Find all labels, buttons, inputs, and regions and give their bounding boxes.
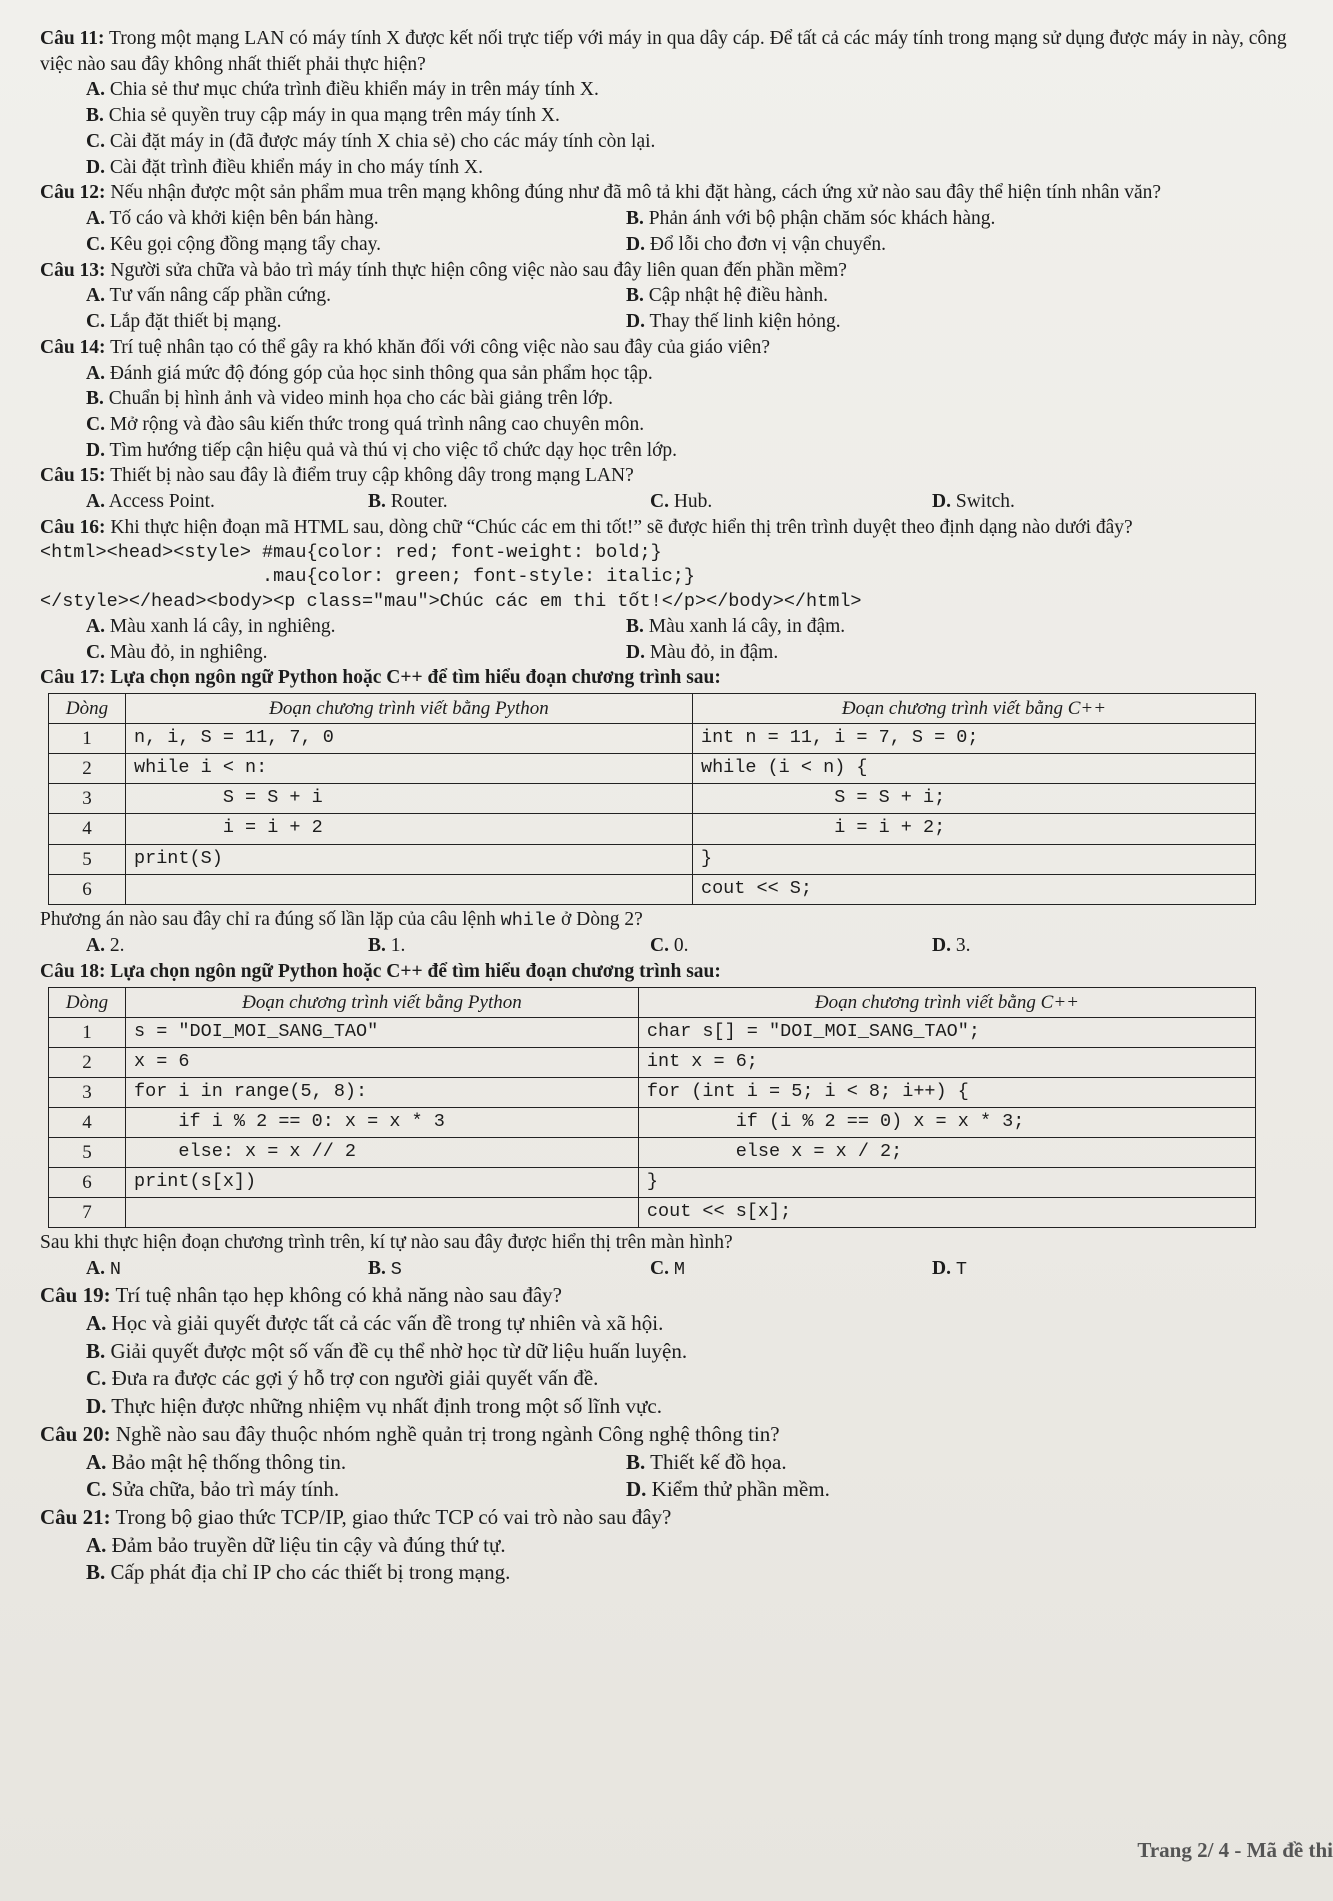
option-a: A. Tố cáo và khởi kiện bên bán hàng. <box>86 208 379 230</box>
table-header: Dòng <box>49 694 126 724</box>
question-text: Trí tuệ nhân tạo hẹp không có khả năng nào sau đây? <box>115 1283 563 1308</box>
option-a: A. 2. <box>86 935 125 957</box>
question-text: Lựa chọn ngôn ngữ Python hoặc C++ để tìm hiểu đoạn chương trình sau: <box>110 960 721 982</box>
option-c: C. M <box>650 1257 685 1280</box>
option-b: B. Chuẩn bị hình ảnh và video minh họa cho các bài giảng trên lớp. <box>86 388 613 410</box>
table-row: 4 i = i + 2 i = i + 2; <box>49 814 1256 844</box>
question-followup: Sau khi thực hiện đoạn chương trình trên, kí tự nào sau đây được hiển thị trên màn hình? <box>40 1232 733 1254</box>
code-table <box>48 693 1256 905</box>
table-row: 7 cout << s[x]; <box>49 1198 1256 1228</box>
question-text: Nghề nào sau đây thuộc nhóm nghề quản trị trong ngành Công nghệ thông tin? <box>115 1421 780 1446</box>
table-row: 1 n, i, S = 11, 7, 0 int n = 11, i = 7, S = 0; <box>49 724 1256 754</box>
question-text: Khi thực hiện đoạn mã HTML sau, dòng chữ “Chúc các em thi tốt!” sẽ được hiển thị trên trình duyệt theo định dạng nào dưới đây? <box>110 516 1133 538</box>
question-13 <box>40 258 1293 335</box>
option-b: B. Cấp phát địa chỉ IP cho các thiết bị trong mạng. <box>86 1560 511 1585</box>
question-label: Câu 17: <box>40 667 106 689</box>
question-text: Lựa chọn ngôn ngữ Python hoặc C++ để tìm hiểu đoạn chương trình sau: <box>110 667 721 689</box>
question-label: Câu 11: <box>40 28 105 49</box>
html-code-line: </style></head><body><p class="mau">Chúc các em thi tốt!</p></body></html> <box>40 590 862 612</box>
option-a: A. Tư vấn nâng cấp phần cứng. <box>86 285 331 307</box>
table-row: 3 S = S + i S = S + i; <box>49 784 1256 814</box>
option-c: C. Mở rộng và đào sâu kiến thức trong quá trình nâng cao chuyên môn. <box>86 414 645 436</box>
table-header: Đoạn chương trình viết bằng C++ <box>638 987 1255 1017</box>
option-a: A. N <box>86 1257 121 1280</box>
question-21 <box>40 1504 1293 1587</box>
question-11 <box>40 26 1293 180</box>
table-header: Đoạn chương trình viết bằng Python <box>126 694 693 724</box>
option-a: A. Đảm bảo truyền dữ liệu tin cậy và đúng thứ tự. <box>86 1532 506 1557</box>
option-b: B. Router. <box>368 491 448 513</box>
option-b: B. Phản ánh với bộ phận chăm sóc khách hàng. <box>626 208 996 230</box>
question-12 <box>40 180 1293 257</box>
code-table <box>48 987 1256 1229</box>
table-header: Đoạn chương trình viết bằng Python <box>126 987 639 1017</box>
question-text: Trí tuệ nhân tạo có thể gây ra khó khăn đối với công việc nào sau đây của giáo viên? <box>110 336 771 358</box>
question-text: Trong một mạng LAN có máy tính X được kết nối trực tiếp với máy in qua dây cáp. Để tất cả các máy tính trong mạng sử dụng được máy in này, công việc nào sau đây không nhất thiết phải thực hiện? <box>40 28 1287 75</box>
question-label: Câu 21: <box>40 1505 111 1530</box>
table-row: 3 for i in range(5, 8): for (int i = 5; i < 8; i++) { <box>49 1077 1256 1107</box>
question-18 <box>40 959 1293 1283</box>
question-label: Câu 14: <box>40 336 106 358</box>
option-b: B. 1. <box>368 935 406 957</box>
question-label: Câu 13: <box>40 259 106 281</box>
option-b: B. Cập nhật hệ điều hành. <box>626 285 829 307</box>
option-c: C. Cài đặt máy in (đã được máy tính X chia sẻ) cho các máy tính còn lại. <box>86 130 656 152</box>
question-label: Câu 20: <box>40 1421 111 1446</box>
question-text: Trong bộ giao thức TCP/IP, giao thức TCP có vai trò nào sau đây? <box>115 1505 672 1530</box>
option-a: A. Bảo mật hệ thống thông tin. <box>86 1449 347 1474</box>
option-d: D. Tìm hướng tiếp cận hiệu quả và thú vị cho việc tổ chức dạy học trên lớp. <box>86 439 678 461</box>
option-c: C. Sửa chữa, bảo trì máy tính. <box>86 1477 340 1502</box>
question-16 <box>40 515 1293 665</box>
question-text: Người sửa chữa và bảo trì máy tính thực hiện công việc nào sau đây liên quan đến phần mềm? <box>110 259 847 281</box>
option-d: D. Thực hiện được những nhiệm vụ nhất định trong một số lĩnh vực. <box>86 1394 662 1419</box>
table-header: Đoạn chương trình viết bằng C++ <box>692 694 1255 724</box>
option-d: D. Thay thế linh kiện hỏng. <box>626 311 841 333</box>
option-c: C. Hub. <box>650 491 713 513</box>
question-20 <box>40 1421 1293 1504</box>
question-14 <box>40 335 1293 464</box>
question-15 <box>40 463 1293 514</box>
table-row: 2 while i < n: while (i < n) { <box>49 754 1256 784</box>
option-d: D. T <box>932 1257 967 1280</box>
question-label: Câu 19: <box>40 1283 111 1308</box>
option-b: B. S <box>368 1257 402 1280</box>
option-c: C. Màu đỏ, in nghiêng. <box>86 641 268 663</box>
option-c: C. 0. <box>650 935 689 957</box>
option-a: A. Màu xanh lá cây, in nghiêng. <box>86 615 336 637</box>
option-c: C. Lắp đặt thiết bị mạng. <box>86 311 282 333</box>
html-code-line: <html><head><style> #mau{color: red; font-weight: bold;} <box>40 541 662 563</box>
question-followup: Phương án nào sau đây chỉ ra đúng số lần lặp của câu lệnh while ở Dòng 2? <box>40 908 643 931</box>
option-a: A. Access Point. <box>86 491 215 513</box>
option-b: B. Màu xanh lá cây, in đậm. <box>626 615 846 637</box>
question-label: Câu 12: <box>40 182 106 204</box>
option-d: D. Đổ lỗi cho đơn vị vận chuyển. <box>626 233 886 255</box>
option-d: D. Kiểm thử phần mềm. <box>626 1477 830 1502</box>
table-row: 6 cout << S; <box>49 874 1256 904</box>
option-d: D. Cài đặt trình điều khiển máy in cho máy tính X. <box>86 156 483 178</box>
option-c: C. Kêu gọi cộng đồng mạng tẩy chay. <box>86 233 381 255</box>
option-d: D. Switch. <box>932 491 1015 513</box>
table-row: 5 print(S) } <box>49 844 1256 874</box>
table-row: 2 x = 6 int x = 6; <box>49 1047 1256 1077</box>
table-row: 6 print(s[x]) } <box>49 1168 1256 1198</box>
option-c: C. Đưa ra được các gợi ý hỗ trợ con người giải quyết vấn đề. <box>86 1366 599 1391</box>
table-row: 1 s = "DOI_MOI_SANG_TAO" char s[] = "DOI_MOI_SANG_TAO"; <box>49 1017 1256 1047</box>
option-b: B. Chia sẻ quyền truy cập máy in qua mạng trên máy tính X. <box>86 105 560 127</box>
table-header: Dòng <box>49 987 126 1017</box>
question-label: Câu 15: <box>40 465 106 487</box>
option-a: A. Đánh giá mức độ đóng góp của học sinh thông qua sản phẩm học tập. <box>86 362 653 384</box>
option-b: B. Giải quyết được một số vấn đề cụ thể nhờ học từ dữ liệu huấn luyện. <box>86 1338 688 1363</box>
option-d: D. Màu đỏ, in đậm. <box>626 641 779 663</box>
option-a: A. Chia sẻ thư mục chứa trình điều khiển máy in trên máy tính X. <box>86 79 599 101</box>
question-label: Câu 18: <box>40 960 106 982</box>
option-d: D. 3. <box>932 935 971 957</box>
question-text: Thiết bị nào sau đây là điểm truy cập không dây trong mạng LAN? <box>110 465 634 487</box>
table-row: 5 else: x = x // 2 else x = x / 2; <box>49 1137 1256 1167</box>
question-label: Câu 16: <box>40 516 106 538</box>
table-row: 4 if i % 2 == 0: x = x * 3 if (i % 2 == 0) x = x * 3; <box>49 1107 1256 1137</box>
html-code-line: .mau{color: green; font-style: italic;} <box>40 566 696 588</box>
question-text: Nếu nhận được một sản phẩm mua trên mạng không đúng như đã mô tả khi đặt hàng, cách ứng xử nào sau đây thể hiện tính nhân văn? <box>110 182 1162 204</box>
question-19 <box>40 1282 1293 1421</box>
page-footer: Trang 2/ 4 - Mã đề thi <box>1137 1838 1333 1863</box>
option-a: A. Học và giải quyết được tất cả các vấn đề trong tự nhiên và xã hội. <box>86 1311 664 1336</box>
option-b: B. Thiết kế đồ họa. <box>626 1449 787 1474</box>
question-17 <box>40 665 1293 958</box>
